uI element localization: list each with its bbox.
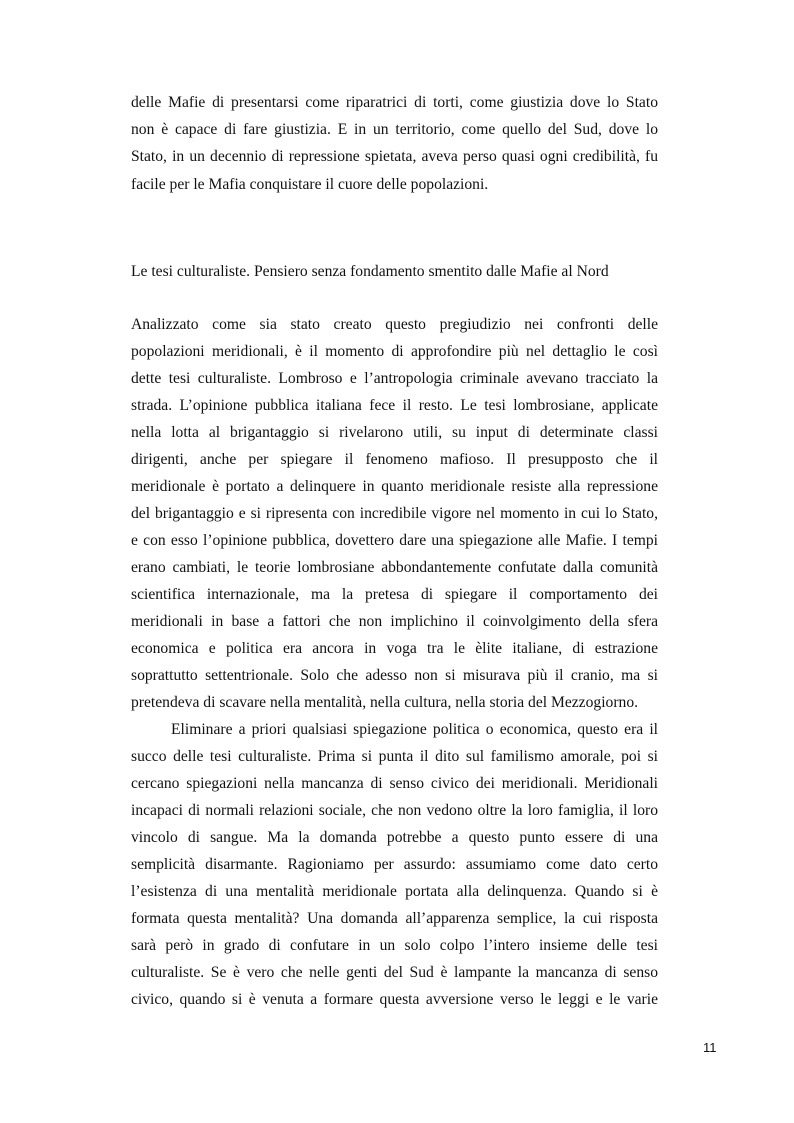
paragraph-1-line-14: soprattutto settentrionale. Solo che adesso non si misurava più il cranio, ma si [131,667,658,684]
paragraph-2-line-4: incapaci di normali relazioni sociale, che non vedono oltre la loro famiglia, il loro [131,802,658,819]
paragraph-1-line-3: dette tesi culturaliste. Lombroso e l’antropologia criminale avevano tracciato la [131,370,658,387]
paragraph-1-line-6: dirigenti, anche per spiegare il fenomeno mafioso. Il presupposto che il [131,451,658,468]
paragraph-2-line-3: cercano spiegazioni nella mancanza di senso civico dei meridionali. Meridionali [131,775,658,792]
paragraph-top-line-3: Stato, in un decennio di repressione spietata, aveva perso quasi ogni credibilità, fu [131,148,658,165]
paragraph-1-line-5: nella lotta al brigantaggio si rivelarono utili, su input di determinate classi [131,424,658,441]
paragraph-2-line-7: l’esistenza di una mentalità meridionale portata alla delinquenza. Quando si è [131,883,658,900]
paragraph-1-line-15: pretendeva di scavare nella mentalità, nella cultura, nella storia del Mezzogiorno. [131,694,639,711]
paragraph-top-line-4: facile per le Mafia conquistare il cuore delle popolazioni. [131,176,489,193]
paragraph-2-line-8: formata questa mentalità? Una domanda all’apparenza semplice, la cui risposta [131,910,658,927]
paragraph-top-line-1: delle Mafie di presentarsi come riparatrici di torti, come giustizia dove lo Stato [131,94,658,111]
paragraph-2-line-11: civico, quando si è venuta a formare questa avversione verso le leggi e le varie [131,991,658,1008]
paragraph-1-line-11: scientifica internazionale, ma la pretesa di spiegare il comportamento dei [131,586,658,603]
paragraph-2-line-2: succo delle tesi culturaliste. Prima si punta il dito sul familismo amorale, poi si [131,748,658,765]
paragraph-2-line-9: sarà però in grado di confutare in un solo colpo l’intero insieme delle tesi [131,937,658,954]
paragraph-1-line-8: del brigantaggio e si ripresenta con incredibile vigore nel momento in cui lo Stato, [131,505,658,522]
paragraph-2-line-6: semplicità disarmante. Ragioniamo per assurdo: assumiamo come dato certo [131,856,658,873]
paragraph-1-line-13: economica e politica era ancora in voga tra le èlite italiane, di estrazione [131,640,658,657]
section-heading: Le tesi culturaliste. Pensiero senza fondamento smentito dalle Mafie al Nord [131,263,609,280]
page-number: 11 [703,1040,717,1055]
paragraph-1-line-12: meridionali in base a fattori che non implichino il coinvolgimento della sfera [131,613,658,630]
paragraph-1-line-2: popolazioni meridionali, è il momento di approfondire più nel dettaglio le così [131,343,658,360]
paragraph-1-line-7: meridionale è portato a delinquere in quanto meridionale resiste alla repressione [131,478,658,495]
paragraph-2-line-5: vincolo di sangue. Ma la domanda potrebbe a questo punto essere di una [131,829,658,846]
paragraph-1-line-9: e con esso l’opinione pubblica, dovettero dare una spiegazione alle Mafie. I tempi [131,532,658,549]
paragraph-2-line-10: culturaliste. Se è vero che nelle genti del Sud è lampante la mancanza di senso [131,964,658,981]
paragraph-2-line-1: Eliminare a priori qualsiasi spiegazione politica o economica, questo era il [171,721,658,738]
paragraph-top-line-2: non è capace di fare giustizia. E in un territorio, come quello del Sud, dove lo [131,121,658,138]
paragraph-1-line-10: erano cambiati, le teorie lombrosiane abbondantemente confutate dalla comunità [131,559,658,576]
paragraph-1-line-4: strada. L’opinione pubblica italiana fece il resto. Le tesi lombrosiane, applicate [131,397,658,414]
paragraph-1-line-1: Analizzato come sia stato creato questo pregiudizio nei confronti delle [131,316,658,333]
